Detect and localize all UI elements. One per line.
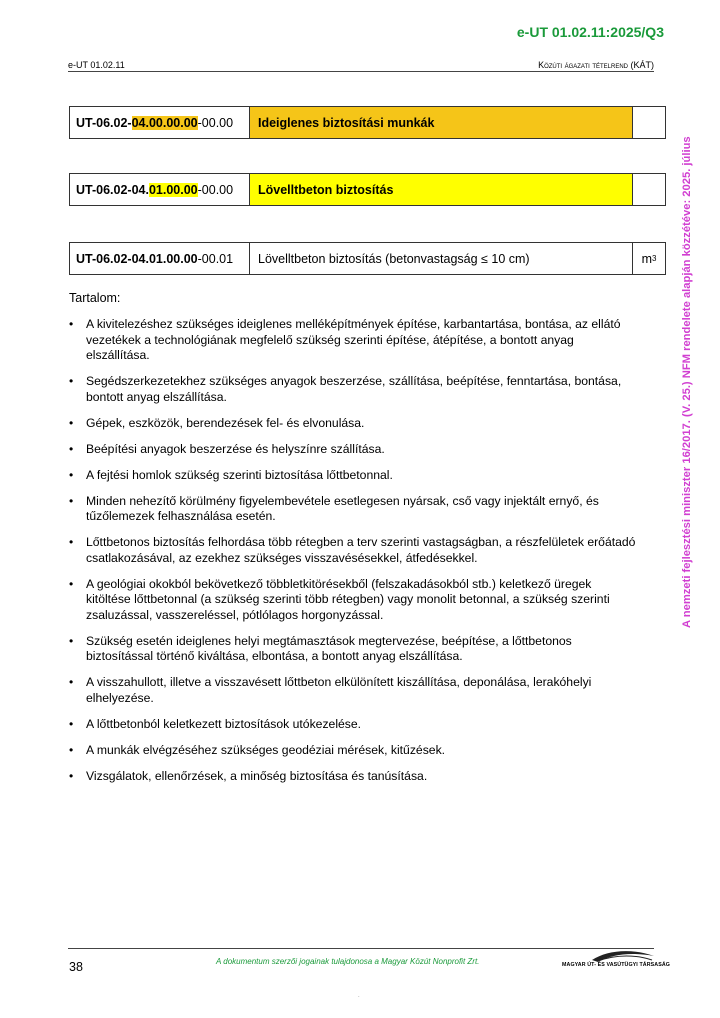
item-row-level-3: [69, 242, 666, 275]
side-publication-note: A nemzeti fejlesztési miniszter 16/2017. (V. 25.) NFM rendelete alapján közzétéve: 2025. július: [681, 136, 693, 628]
header-divider: [68, 71, 654, 72]
list-item-text: A munkák elvégzéséhez szükséges geodéziai mérések, kitűzések.: [86, 742, 446, 757]
item-row-level-1: [69, 106, 666, 139]
bullet-icon: •: [69, 441, 74, 456]
logo-text: MAGYAR ÚT- ÉS VASÚTÜGYI TÁRSASÁG: [562, 962, 670, 968]
code-suffix: -00.01: [197, 251, 234, 266]
list-item-text: A fejtési homlok szükség szerinti biztosítása lőttbetonnal.: [86, 467, 393, 482]
bullet-icon: •: [69, 768, 74, 783]
header-left-text: e-UT 01.02.11: [68, 60, 125, 70]
list-item-text: A geológiai okokból bekövetkező többletkitörésekből (felszakadásokból stb.) keletkező üregek kitöltése lőttbetonnal (a szükség szerinti több rétegben) vagy monolit betonnal, a szükség szerinti zsaluzással, vasszereléssel, pótlólagos horgonyzással.: [86, 576, 610, 622]
list-item: [69, 374, 639, 405]
item-row-level-2: [69, 173, 666, 206]
list-item-text: Beépítési anyagok beszerzése és helyszínre szállítása.: [86, 441, 385, 456]
code-prefix: UT-06.02-04.: [76, 182, 149, 197]
code-prefix: UT-06.02-04.01.00.00: [76, 251, 198, 266]
list-item-text: Szükség esetén ideiglenes helyi megtámasztások megtervezése, beépítése, a lőttbetonos biztosítással történő kiváltása, elbontása, a bontott anyag elszállítása.: [86, 633, 572, 663]
society-logo-icon: [562, 948, 658, 972]
code-suffix: -00.00: [197, 182, 234, 197]
list-item-text: A lőttbetonból keletkezett biztosítások utókezelése.: [86, 716, 362, 731]
list-item-text: Gépek, eszközök, berendezések fel- és elvonulása.: [86, 415, 365, 430]
unit-superscript: 3: [651, 254, 657, 263]
item-unit: [633, 243, 665, 274]
bullet-icon: •: [69, 576, 74, 591]
list-item: [69, 442, 639, 458]
code-suffix: -00.00: [197, 115, 234, 130]
list-item: [69, 535, 639, 566]
bullet-icon: •: [69, 716, 74, 731]
bullet-icon: •: [69, 633, 74, 648]
list-item-text: A kivitelezéshez szükséges ideiglenes melléképítmények építése, karbantartása, bontása, az ellátó vezetékek a technológiának megfelelő szükség szerinti építése, átépítése, a bontott anyag elszállítása.: [86, 317, 621, 362]
list-item: [69, 743, 639, 759]
unit-base: m: [641, 251, 652, 266]
bullet-icon: •: [69, 742, 74, 757]
list-item: [69, 317, 639, 364]
bullet-icon: •: [69, 535, 74, 549]
item-unit: [633, 107, 665, 138]
list-item: [69, 717, 639, 733]
list-item: [69, 634, 639, 665]
content-label: Tartalom:: [69, 291, 121, 305]
copyright-notice: A dokumentum szerzői jogainak tulajdonosa a Magyar Közút Nonprofit Zrt.: [216, 957, 480, 966]
bullet-icon: •: [69, 493, 74, 508]
item-code: [70, 107, 250, 138]
bullet-icon: •: [69, 415, 74, 430]
document-id: e-UT 01.02.11:2025/Q3: [516, 24, 664, 40]
page-mark: .: [358, 993, 360, 999]
bullet-icon: •: [69, 675, 74, 689]
item-title: Lövelltbeton biztosítás: [250, 174, 633, 205]
bullet-icon: •: [69, 467, 74, 482]
item-title: Lövelltbeton biztosítás (betonvastagság ≤ 10 cm): [250, 243, 633, 274]
list-item-text: A visszahullott, illetve a visszavésett lőttbeton elkülönített kiszállítása, deponálása, lerakóhelyi elhelyezése.: [86, 675, 592, 705]
item-code: [70, 174, 250, 205]
list-item-text: Vizsgálatok, ellenőrzések, a minőség biztosítása és tanúsítása.: [86, 768, 428, 783]
page-number: 38: [69, 960, 83, 974]
code-prefix: UT-06.02-: [76, 115, 132, 130]
list-item: [69, 769, 639, 785]
item-unit: [633, 174, 665, 205]
item-code: [70, 243, 250, 274]
bullet-icon: •: [69, 317, 74, 331]
list-item: [69, 675, 639, 706]
content-list: [69, 317, 639, 795]
list-item-text: Lőttbetonos biztosítás felhordása több rétegben a terv szerinti vastagságban, a részfelületek erőátadó csatlakozásával, az ezekhez szükséges visszavésésekkel, átfedésekkel.: [86, 535, 636, 565]
code-highlight: 04.00.00.00: [131, 115, 198, 130]
bullet-icon: •: [69, 374, 74, 388]
list-item: [69, 416, 639, 432]
list-item: [69, 494, 639, 525]
list-item: [69, 577, 639, 624]
header-right-text: Közúti ágazati tételrend (KÁT): [538, 60, 654, 70]
item-title: Ideiglenes biztosítási munkák: [250, 107, 633, 138]
list-item-text: Segédszerkezetekhez szükséges anyagok beszerzése, szállítása, beépítése, fenntartása, bontása, bontott anyag elszállítása.: [86, 374, 622, 404]
list-item: [69, 468, 639, 484]
list-item-text: Minden nehezítő körülmény figyelembevétele esetlegesen nyársak, cső vagy injektált ernyő, és tűzőlemezek felhasználása esetén.: [86, 493, 599, 523]
code-highlight: 01.00.00: [148, 182, 198, 197]
